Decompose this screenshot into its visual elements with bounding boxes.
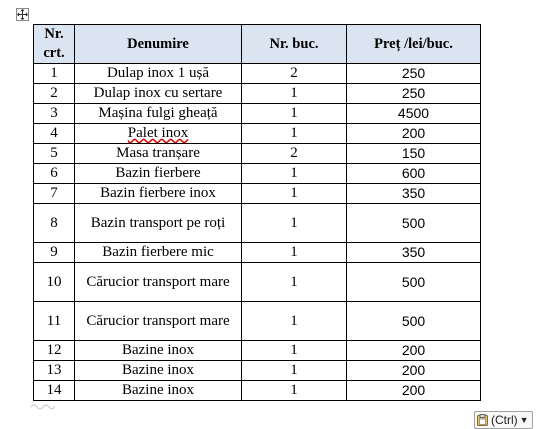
cell-buc[interactable]: 1: [242, 381, 347, 401]
cell-denumire[interactable]: Cărucior transport mare: [75, 302, 242, 341]
cell-pret[interactable]: 500: [347, 302, 481, 341]
cell-pret[interactable]: 200: [347, 381, 481, 401]
table-row: [34, 164, 481, 184]
table-row: [34, 381, 481, 401]
cell-buc[interactable]: 1: [242, 204, 347, 243]
table-row: [34, 144, 481, 164]
cell-nr[interactable]: 6: [34, 164, 75, 184]
cell-nr[interactable]: 11: [34, 302, 75, 341]
chevron-down-icon: ▼: [519, 415, 529, 425]
cell-pret[interactable]: 350: [347, 184, 481, 204]
cell-denumire[interactable]: Bazine inox: [75, 341, 242, 361]
cell-buc[interactable]: 1: [242, 263, 347, 302]
cell-buc[interactable]: 1: [242, 302, 347, 341]
cell-pret[interactable]: 200: [347, 124, 481, 144]
cell-pret[interactable]: 150: [347, 144, 481, 164]
cell-buc[interactable]: 1: [242, 124, 347, 144]
cell-denumire[interactable]: Bazine inox: [75, 361, 242, 381]
cell-nr[interactable]: 13: [34, 361, 75, 381]
table-row: [34, 341, 481, 361]
paste-options-label: (Ctrl): [491, 413, 518, 427]
table-header-row: [34, 25, 481, 64]
table-row: [34, 84, 481, 104]
table-move-handle-icon[interactable]: [16, 8, 29, 21]
cell-nr[interactable]: 4: [34, 124, 75, 144]
cell-buc[interactable]: 2: [242, 64, 347, 84]
cell-denumire[interactable]: Dulap inox 1 ușă: [75, 64, 242, 84]
cell-nr[interactable]: 9: [34, 243, 75, 263]
cell-denumire[interactable]: Bazin fierbere mic: [75, 243, 242, 263]
cell-pret[interactable]: 350: [347, 243, 481, 263]
cell-buc[interactable]: 1: [242, 164, 347, 184]
cell-denumire[interactable]: Bazin fierbere: [75, 164, 242, 184]
cell-buc[interactable]: 1: [242, 84, 347, 104]
cell-nr[interactable]: 2: [34, 84, 75, 104]
table-row: [34, 104, 481, 124]
cell-denumire[interactable]: Bazin fierbere inox: [75, 184, 242, 204]
cell-denumire[interactable]: Cărucior transport mare: [75, 263, 242, 302]
cell-pret[interactable]: 250: [347, 84, 481, 104]
cell-buc[interactable]: 2: [242, 144, 347, 164]
header-nr-crt[interactable]: Nr. crt.: [34, 25, 75, 64]
table-row: [34, 243, 481, 263]
cell-pret[interactable]: 4500: [347, 104, 481, 124]
cell-nr[interactable]: 7: [34, 184, 75, 204]
inventory-table: [33, 24, 481, 401]
cell-denumire[interactable]: [75, 124, 242, 144]
cell-denumire[interactable]: Masa tranșare: [75, 144, 242, 164]
table-row: [34, 263, 481, 302]
cell-buc[interactable]: 1: [242, 184, 347, 204]
cell-nr[interactable]: 1: [34, 64, 75, 84]
cell-nr[interactable]: 12: [34, 341, 75, 361]
cell-nr[interactable]: 5: [34, 144, 75, 164]
header-nr-buc[interactable]: Nr. buc.: [242, 25, 347, 64]
paste-options-button[interactable]: [474, 411, 533, 429]
cell-denumire[interactable]: Mașina fulgi gheață: [75, 104, 242, 124]
cell-denumire[interactable]: Bazin transport pe roți: [75, 204, 242, 243]
cell-pret[interactable]: 200: [347, 361, 481, 381]
table-row: [34, 361, 481, 381]
table-row: [34, 184, 481, 204]
table-row: [34, 204, 481, 243]
cell-pret[interactable]: 600: [347, 164, 481, 184]
table-row: [34, 302, 481, 341]
cell-denumire[interactable]: Dulap inox cu sertare: [75, 84, 242, 104]
header-denumire[interactable]: Denumire: [75, 25, 242, 64]
cell-pret[interactable]: 250: [347, 64, 481, 84]
cell-nr[interactable]: 14: [34, 381, 75, 401]
cell-buc[interactable]: 1: [242, 243, 347, 263]
cell-buc[interactable]: 1: [242, 341, 347, 361]
table-row: [34, 124, 481, 144]
table-row: [34, 64, 481, 84]
faint-watermark-mark: [30, 401, 56, 411]
cell-pret[interactable]: 500: [347, 204, 481, 243]
cell-buc[interactable]: 1: [242, 361, 347, 381]
cell-nr[interactable]: 10: [34, 263, 75, 302]
cell-pret[interactable]: 200: [347, 341, 481, 361]
cell-nr[interactable]: 3: [34, 104, 75, 124]
cell-denumire[interactable]: Bazine inox: [75, 381, 242, 401]
cell-pret[interactable]: 500: [347, 263, 481, 302]
cell-nr[interactable]: 8: [34, 204, 75, 243]
spellcheck-word: Palet inox: [127, 125, 189, 141]
clipboard-icon: [477, 414, 488, 426]
cell-buc[interactable]: 1: [242, 104, 347, 124]
header-pret[interactable]: Preț /lei/buc.: [347, 25, 481, 64]
